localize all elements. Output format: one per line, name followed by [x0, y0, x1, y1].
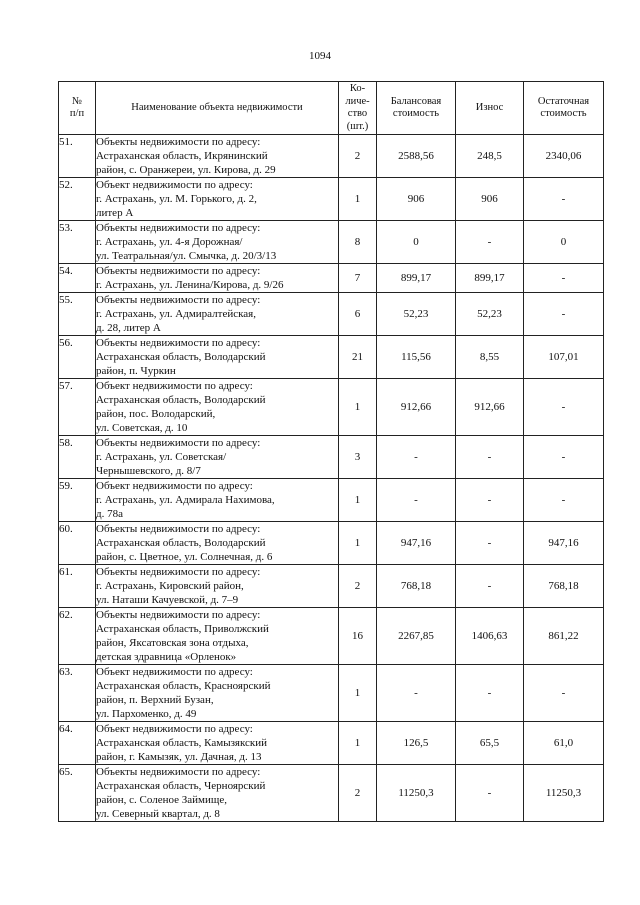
object-name-line: Объекты недвижимости по адресу: [96, 566, 261, 578]
table-row [59, 264, 604, 293]
row-quantity: 1 [339, 522, 377, 565]
object-name-line: г. Астрахань, ул. Советская/ [96, 451, 227, 463]
row-wear: 899,17 [456, 264, 524, 293]
row-object-name [96, 379, 339, 436]
row-object-name [96, 479, 339, 522]
object-name-line: Объект недвижимости по адресу: [96, 480, 253, 492]
row-number: 54. [59, 264, 96, 293]
table-row [59, 293, 604, 336]
table-row [59, 765, 604, 822]
row-residual-value: - [524, 178, 604, 221]
header-wear: Износ [456, 82, 524, 135]
object-name-line: г. Астрахань, Кировский район, [96, 580, 244, 592]
row-wear: - [456, 565, 524, 608]
object-name-line: район, п. Чуркин [96, 365, 176, 377]
object-name-line: район, п. Верхний Бузан, [96, 694, 214, 706]
object-name-line: Объект недвижимости по адресу: [96, 723, 253, 735]
object-name-line: Объекты недвижимости по адресу: [96, 337, 261, 349]
table-row [59, 565, 604, 608]
table-row [59, 722, 604, 765]
row-object-name [96, 336, 339, 379]
table-row [59, 665, 604, 722]
row-residual-value: 947,16 [524, 522, 604, 565]
row-wear: - [456, 522, 524, 565]
row-wear: - [456, 221, 524, 264]
row-balance-value: - [377, 436, 456, 479]
object-name-line: район, с. Оранжереи, ул. Кирова, д. 29 [96, 164, 276, 176]
row-object-name [96, 522, 339, 565]
row-object-name [96, 665, 339, 722]
row-quantity: 8 [339, 221, 377, 264]
row-number: 51. [59, 135, 96, 178]
row-wear: 906 [456, 178, 524, 221]
row-quantity: 16 [339, 608, 377, 665]
object-name-line: район, с. Цветное, ул. Солнечная, д. 6 [96, 551, 273, 563]
row-residual-value: - [524, 293, 604, 336]
row-object-name [96, 293, 339, 336]
object-name-line: г. Астрахань, ул. Адмирала Нахимова, [96, 494, 275, 506]
row-wear: 8,55 [456, 336, 524, 379]
row-balance-value: 52,23 [377, 293, 456, 336]
row-number: 60. [59, 522, 96, 565]
row-object-name [96, 178, 339, 221]
object-name-line: Объекты недвижимости по адресу: [96, 294, 261, 306]
row-wear: - [456, 665, 524, 722]
row-number: 53. [59, 221, 96, 264]
object-name-line: Астраханская область, Володарский [96, 351, 266, 363]
object-name-line: Астраханская область, Черноярский [96, 780, 266, 792]
object-name-line: Объект недвижимости по адресу: [96, 666, 253, 678]
row-balance-value: 899,17 [377, 264, 456, 293]
object-name-line: район, г. Камызяк, ул. Дачная, д. 13 [96, 751, 262, 763]
row-quantity: 1 [339, 665, 377, 722]
row-quantity: 7 [339, 264, 377, 293]
row-number: 61. [59, 565, 96, 608]
object-name-line: ул. Северный квартал, д. 8 [96, 808, 220, 820]
object-name-line: Объекты недвижимости по адресу: [96, 136, 261, 148]
row-balance-value: 947,16 [377, 522, 456, 565]
row-balance-value: 0 [377, 221, 456, 264]
object-name-line: Объекты недвижимости по адресу: [96, 222, 261, 234]
table-row [59, 178, 604, 221]
row-balance-value: 11250,3 [377, 765, 456, 822]
row-residual-value: 61,0 [524, 722, 604, 765]
row-number: 57. [59, 379, 96, 436]
table-row [59, 336, 604, 379]
row-object-name [96, 135, 339, 178]
object-name-line: детская здравница «Орленок» [96, 651, 237, 663]
object-name-line: Объект недвижимости по адресу: [96, 179, 253, 191]
row-residual-value: - [524, 665, 604, 722]
page-number: 1094 [309, 50, 331, 62]
row-wear: - [456, 765, 524, 822]
row-wear: 52,23 [456, 293, 524, 336]
object-name-line: г. Астрахань, ул. Адмиралтейская, [96, 308, 256, 320]
object-name-line: Объекты недвижимости по адресу: [96, 766, 261, 778]
object-name-line: г. Астрахань, ул. Ленина/Кирова, д. 9/26 [96, 279, 284, 291]
row-object-name [96, 221, 339, 264]
object-name-line: район, с. Соленое Займище, [96, 794, 227, 806]
row-object-name [96, 436, 339, 479]
row-number: 59. [59, 479, 96, 522]
row-number: 55. [59, 293, 96, 336]
row-balance-value: 126,5 [377, 722, 456, 765]
table-row [59, 436, 604, 479]
row-quantity: 2 [339, 765, 377, 822]
header-balance: Балансовая стоимость [377, 82, 456, 135]
row-balance-value: 912,66 [377, 379, 456, 436]
property-registry-table [58, 81, 604, 822]
table-row [59, 522, 604, 565]
object-name-line: Астраханская область, Камызякский [96, 737, 268, 749]
row-object-name [96, 565, 339, 608]
row-object-name [96, 765, 339, 822]
row-wear: 912,66 [456, 379, 524, 436]
row-number: 56. [59, 336, 96, 379]
row-wear: 248,5 [456, 135, 524, 178]
header-name: Наименование объекта недвижимости [96, 82, 339, 135]
row-wear: - [456, 436, 524, 479]
row-number: 63. [59, 665, 96, 722]
row-quantity: 2 [339, 135, 377, 178]
object-name-line: г. Астрахань, ул. М. Горького, д. 2, [96, 193, 257, 205]
row-quantity: 2 [339, 565, 377, 608]
object-name-line: Объекты недвижимости по адресу: [96, 437, 261, 449]
object-name-line: Астраханская область, Красноярский [96, 680, 271, 692]
row-number: 64. [59, 722, 96, 765]
object-name-line: Чернышевского, д. 8/7 [96, 465, 201, 477]
row-quantity: 21 [339, 336, 377, 379]
row-number: 65. [59, 765, 96, 822]
row-balance-value: - [377, 479, 456, 522]
object-name-line: ул. Театральная/ул. Смычка, д. 20/3/13 [96, 250, 277, 262]
row-number: 58. [59, 436, 96, 479]
row-residual-value: - [524, 264, 604, 293]
table-row [59, 608, 604, 665]
row-residual-value: 11250,3 [524, 765, 604, 822]
row-balance-value: 2588,56 [377, 135, 456, 178]
row-residual-value: - [524, 379, 604, 436]
object-name-line: Астраханская область, Приволжский [96, 623, 269, 635]
row-quantity: 1 [339, 722, 377, 765]
row-object-name [96, 264, 339, 293]
row-object-name [96, 722, 339, 765]
row-residual-value: 768,18 [524, 565, 604, 608]
object-name-line: Объекты недвижимости по адресу: [96, 265, 261, 277]
object-name-line: литер А [96, 207, 134, 219]
row-balance-value: 768,18 [377, 565, 456, 608]
object-name-line: Объект недвижимости по адресу: [96, 380, 253, 392]
table-row [59, 135, 604, 178]
object-name-line: Астраханская область, Володарский [96, 537, 266, 549]
header-qty: Ко- личе- ство (шт.) [339, 82, 377, 135]
row-balance-value: - [377, 665, 456, 722]
header-num: № п/п [59, 82, 96, 135]
row-residual-value: - [524, 479, 604, 522]
row-residual-value: 2340,06 [524, 135, 604, 178]
object-name-line: Астраханская область, Икрянинский [96, 150, 268, 162]
object-name-line: д. 28, литер А [96, 322, 161, 334]
row-quantity: 1 [339, 379, 377, 436]
row-residual-value: - [524, 436, 604, 479]
row-balance-value: 906 [377, 178, 456, 221]
object-name-line: Объекты недвижимости по адресу: [96, 609, 261, 621]
row-balance-value: 2267,85 [377, 608, 456, 665]
object-name-line: район, Яксатовская зона отдыха, [96, 637, 249, 649]
row-wear: 65,5 [456, 722, 524, 765]
row-quantity: 1 [339, 178, 377, 221]
row-residual-value: 0 [524, 221, 604, 264]
row-quantity: 6 [339, 293, 377, 336]
object-name-line: г. Астрахань, ул. 4-я Дорожная/ [96, 236, 243, 248]
object-name-line: Астраханская область, Володарский [96, 394, 266, 406]
table-header-row [59, 82, 604, 135]
table-row [59, 379, 604, 436]
row-quantity: 3 [339, 436, 377, 479]
row-wear: - [456, 479, 524, 522]
row-number: 52. [59, 178, 96, 221]
row-quantity: 1 [339, 479, 377, 522]
table-row [59, 479, 604, 522]
object-name-line: Объекты недвижимости по адресу: [96, 523, 261, 535]
object-name-line: ул. Пархоменко, д. 49 [96, 708, 197, 720]
object-name-line: ул. Наташи Качуевской, д. 7–9 [96, 594, 239, 606]
object-name-line: район, пос. Володарский, [96, 408, 216, 420]
row-wear: 1406,63 [456, 608, 524, 665]
row-balance-value: 115,56 [377, 336, 456, 379]
row-residual-value: 107,01 [524, 336, 604, 379]
row-object-name [96, 608, 339, 665]
object-name-line: д. 78а [96, 508, 123, 520]
object-name-line: ул. Советская, д. 10 [96, 422, 188, 434]
table-row [59, 221, 604, 264]
row-number: 62. [59, 608, 96, 665]
row-residual-value: 861,22 [524, 608, 604, 665]
header-residual: Остаточная стоимость [524, 82, 604, 135]
